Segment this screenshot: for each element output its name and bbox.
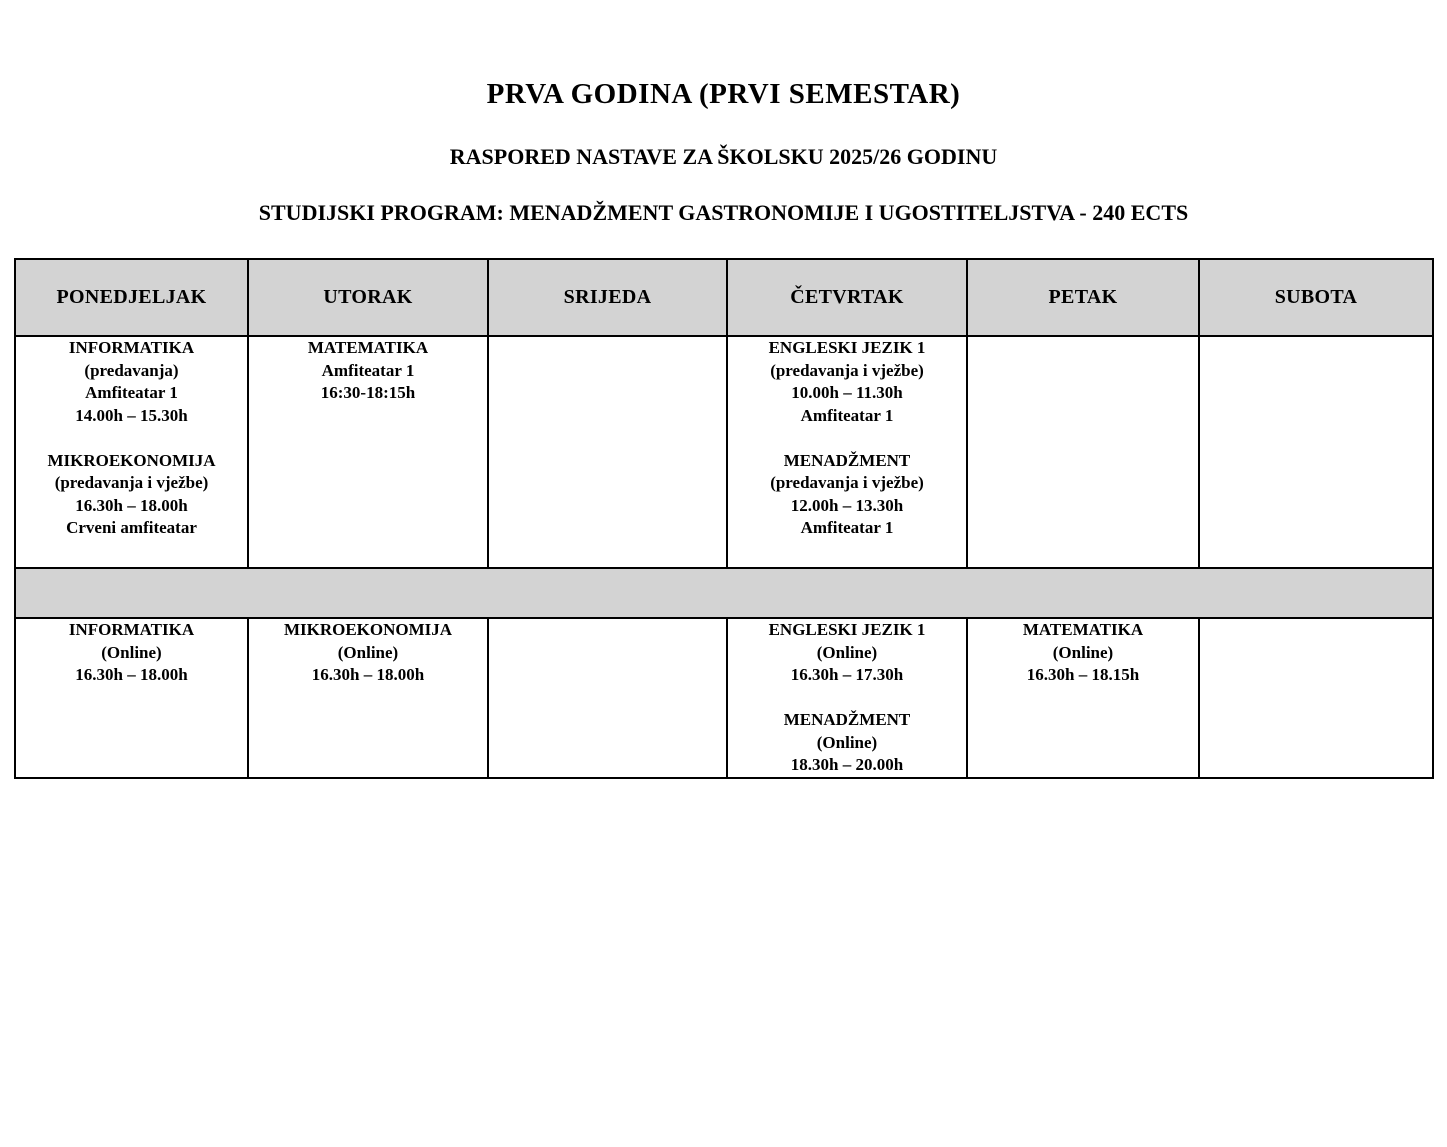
schedule-cell-line: (predavanja i vježbe) [770,360,924,380]
schedule-cell-line: (predavanja i vježbe) [770,473,924,492]
schedule-cell-wednesday-online [488,618,727,778]
schedule-cell-line [728,687,966,710]
schedule-cell-line: ENGLESKI JEZIK 1 [768,620,926,639]
schedule-cell-line: (Online) [816,642,878,662]
schedule-cell-line: MENADŽMENT [783,710,911,729]
schedule-cell-line: 16.30h – 18.00h [75,665,188,684]
schedule-cell-line: (predavanja i vježbe) [54,473,209,492]
schedule-cell-thursday-campus [727,336,967,568]
day-header-wednesday: SRIJEDA [488,259,727,336]
schedule-cell-line: INFORMATIKA [68,338,195,357]
schedule-cell-line: MATEMATIKA [1022,620,1144,639]
day-header-friday: PETAK [967,259,1199,336]
schedule-cell-thursday-online [727,618,967,778]
study-program-line: STUDIJSKI PROGRAM: MENADŽMENT GASTRONOMIJE I UGOSTITELJSTVA - 240 ECTS [258,200,1189,225]
schedule-cell-monday-online [15,618,248,778]
schedule-cell-line: 16.30h – 18.00h [75,495,188,515]
schedule-cell-line: MATEMATIKA [307,338,429,357]
schedule-table [14,258,1434,779]
schedule-cell-line: 16.30h – 17.30h [790,665,904,684]
schedule-cell-line: 14.00h – 15.30h [75,405,188,425]
day-header-thursday: ČETVRTAK [727,259,967,336]
schedule-cell-line: 12.00h – 13.30h [790,495,904,515]
day-header-row [15,259,1433,336]
schedule-cell-tuesday-online [248,618,488,778]
schedule-cell-saturday-online [1199,618,1433,778]
schedule-cell-line: MIKROEKONOMIJA [283,620,453,639]
schedule-cell-line: Amfiteatar 1 [800,518,894,537]
schedule-cell-friday-campus [967,336,1199,568]
schedule-cell-line: MENADŽMENT [783,450,911,470]
schedule-row-campus [15,336,1433,568]
schedule-cell-line: Amfiteatar 1 [321,360,415,380]
schedule-cell-line [728,427,966,450]
day-header-monday: PONEDJELJAK [15,259,248,336]
schedule-cell-line: Crveni amfiteatar [66,518,197,537]
page-title: PRVA GODINA (PRVI SEMESTAR) [486,78,961,110]
schedule-cell-line: ENGLESKI JEZIK 1 [768,338,926,357]
schedule-cell-line: 10.00h – 11.30h [791,383,903,402]
schedule-subtitle: RASPORED NASTAVE ZA ŠKOLSKU 2025/26 GODINU [449,144,998,169]
separator-row [15,568,1433,618]
separator-band [15,568,1433,618]
schedule-cell-line: 16.30h – 18.15h [1026,665,1140,684]
schedule-cell-line [16,427,247,450]
schedule-cell-tuesday-campus [248,336,488,568]
schedule-cell-line: Amfiteatar 1 [800,405,894,425]
day-header-tuesday: UTORAK [248,259,488,336]
schedule-cell-line: 16:30-18:15h [320,383,416,402]
day-header-saturday: SUBOTA [1199,259,1433,336]
schedule-cell-line: (Online) [337,642,399,662]
schedule-cell-wednesday-campus [488,336,727,568]
schedule-row-online [15,618,1433,778]
schedule-cell-line: Amfiteatar 1 [85,383,178,402]
schedule-cell-line: (Online) [1052,642,1114,662]
schedule-cell-monday-campus [15,336,248,568]
schedule-cell-line: (predavanja) [84,360,179,380]
schedule-cell-line: MIKROEKONOMIJA [47,450,216,470]
schedule-cell-line: 18.30h – 20.00h [790,755,904,774]
schedule-cell-line: INFORMATIKA [68,620,195,639]
schedule-cell-friday-online [967,618,1199,778]
schedule-cell-line: (Online) [816,732,878,752]
schedule-cell-line: 16.30h – 18.00h [311,665,425,684]
schedule-cell-line: (Online) [101,642,162,662]
schedule-cell-saturday-campus [1199,336,1433,568]
